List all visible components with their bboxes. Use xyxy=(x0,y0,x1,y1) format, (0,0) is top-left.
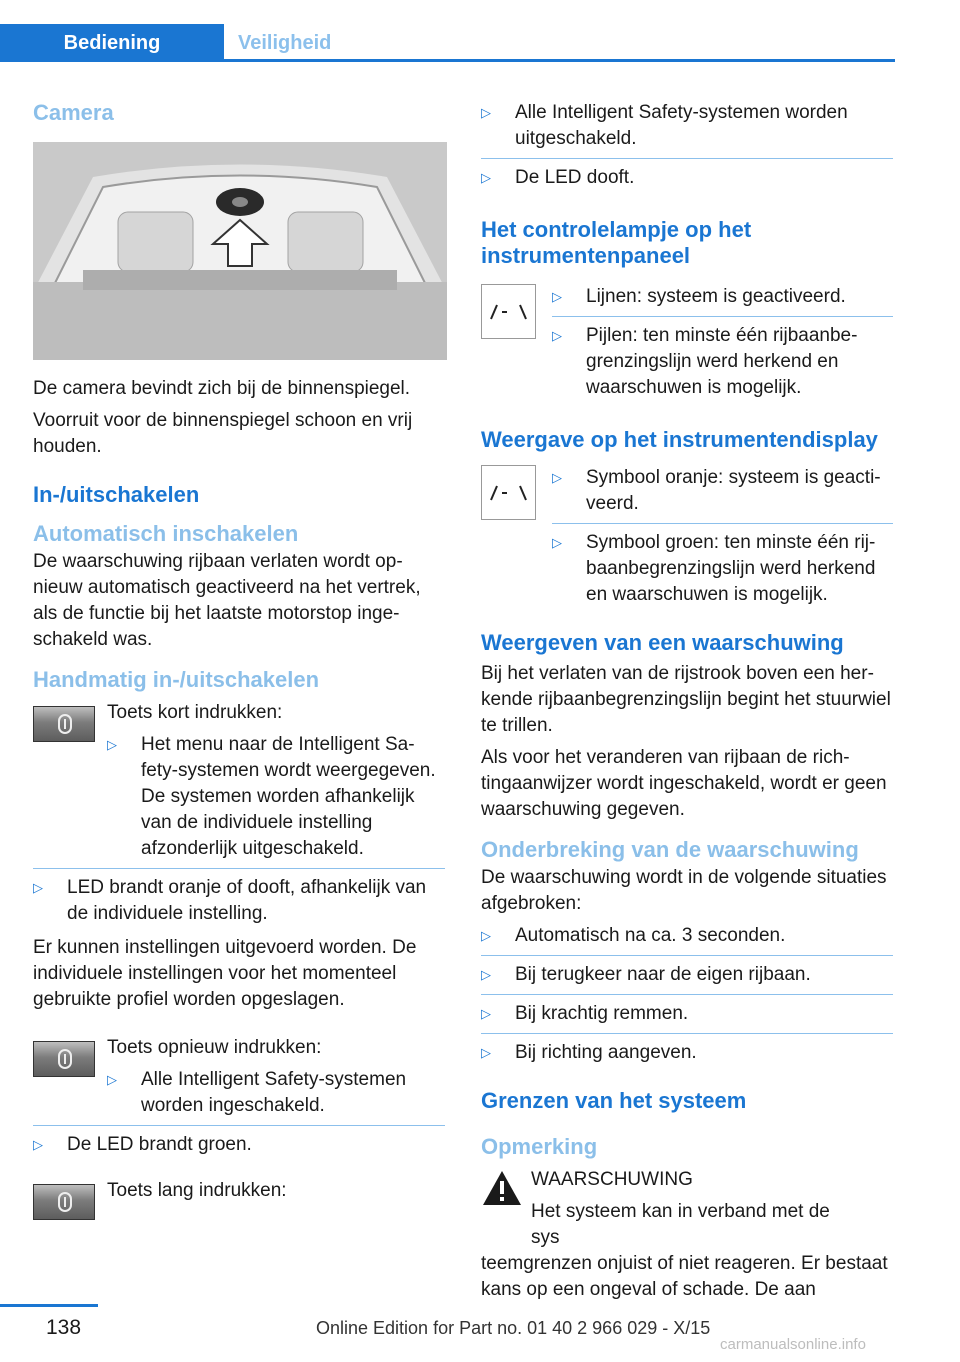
limits-heading: Grenzen van het systeem xyxy=(481,1087,747,1113)
bullet-triangle-icon: ▷ xyxy=(33,1136,43,1152)
warning-label: WAARSCHUWING xyxy=(531,1168,693,1190)
saved-settings-text: Er kunnen instellingen uitgevoerd worden. De individuele instellingen voor het momenteel gebruikte profiel worden opgeslagen. xyxy=(33,936,417,1010)
lane-indicator-icon xyxy=(481,284,536,339)
bullet-triangle-icon: ▷ xyxy=(107,1071,117,1087)
divider xyxy=(33,1125,445,1126)
bullet-triangle-icon: ▷ xyxy=(481,105,491,120)
tab-veiligheid[interactable]: Veiligheid xyxy=(238,31,332,54)
warning-text-2: Als voor het veranderen van rijbaan de richtingaanwijzer wordt ingeschakeld, wordt er geen waarschuwing gegeven. xyxy=(481,746,887,820)
press-long-block xyxy=(33,1178,445,1220)
auto-text: De waarschuwing rijbaan verlaten wordt opnieuw automatisch geactiveerd na het vertrek, als de functie bij het laatste motorstop ingeschakeld was. xyxy=(33,551,421,651)
divider xyxy=(552,523,893,524)
press-short-label: Toets kort indrukken: xyxy=(107,701,283,723)
safety-button-icon xyxy=(58,1192,72,1212)
press-long-label: Toets lang indrukken: xyxy=(107,1179,287,1201)
bullet-triangle-icon: ▷ xyxy=(481,170,491,185)
divider xyxy=(481,955,893,956)
interrupt-text: De waarschuwing wordt in de volgende situaties afgebroken: xyxy=(481,866,887,914)
divider xyxy=(33,868,445,869)
list-item: ▷ Lijnen: systeem is geactiveerd. xyxy=(552,284,893,310)
footer-rule xyxy=(0,1304,98,1307)
camera-photo xyxy=(33,142,447,360)
bullet-triangle-icon: ▷ xyxy=(552,535,562,551)
safety-button-image xyxy=(33,1041,95,1077)
press-again-label: Toets opnieuw indrukken: xyxy=(107,1036,322,1058)
list-item: ▷ LED brandt oranje of dooft, afhankelijk van de individuele instelling. xyxy=(33,875,445,927)
list-item: ▷ Bij krachtig remmen. xyxy=(481,1001,893,1027)
safety-button-image xyxy=(33,706,95,742)
note-heading: Opmerking xyxy=(481,1134,598,1160)
safety-button-icon xyxy=(58,1049,72,1069)
inuit-heading: In-/uitschakelen xyxy=(33,482,200,508)
warning-text-cont: teemgrenzen onjuist of niet reageren. Er bestaat kans op een ongeval of schade. De aan xyxy=(481,1252,888,1300)
right-column xyxy=(481,100,893,1303)
press-again-block xyxy=(33,1035,445,1119)
tab-underline xyxy=(0,59,895,62)
warning-block xyxy=(481,1167,893,1251)
left-column xyxy=(33,100,445,1220)
bullet-triangle-icon: ▷ xyxy=(552,327,562,343)
interrupt-list xyxy=(481,923,893,1066)
display-block xyxy=(481,465,893,608)
list-item: ▷ Alle Intelligent Safety-systemen worden ingeschakeld. xyxy=(107,1067,445,1119)
bullet-triangle-icon: ▷ xyxy=(552,470,562,486)
auto-heading: Automatisch inschakelen xyxy=(33,520,299,546)
press-short-block xyxy=(33,700,445,862)
chapter-tabs xyxy=(0,24,895,62)
display-heading: Weergave op het instrumentendisplay xyxy=(481,426,878,452)
bullet-triangle-icon: ▷ xyxy=(33,879,43,895)
divider xyxy=(552,316,893,317)
bullet-triangle-icon: ▷ xyxy=(107,736,117,752)
divider xyxy=(481,1033,893,1034)
list-item: ▷ Bij richting aangeven. xyxy=(481,1040,893,1066)
watermark: carmanualsonline.info xyxy=(720,1336,866,1353)
list-item: ▷ Symbool oranje: systeem is geactiveerd. xyxy=(552,465,893,517)
list-item: ▷ Alle Intelligent Safety-systemen worden uitgeschakeld. xyxy=(481,100,893,152)
edition-note: Online Edition for Part no. 01 40 2 966 029 - X/15 xyxy=(316,1318,711,1338)
manual-heading: Handmatig in-/uitschakelen xyxy=(33,667,320,693)
interrupt-heading: Onderbreking van de waarschuwing xyxy=(481,836,859,862)
bullet-triangle-icon: ▷ xyxy=(481,1044,491,1060)
divider xyxy=(481,158,893,159)
lamp-heading: Het controlelampje op het instrumentenpaneel xyxy=(481,217,752,269)
windshield-camera-image xyxy=(33,142,447,360)
bullet-triangle-icon: ▷ xyxy=(481,1005,491,1021)
list-item: ▷ Pijlen: ten minste één rijbaanbegrenzingslijn werd herkend en waarschuwen is mogelijk. xyxy=(552,323,893,401)
lamp-block xyxy=(481,284,893,401)
list-item: ▷ De LED brandt groen. xyxy=(33,1132,445,1158)
lane-display-icon xyxy=(481,465,536,520)
warning-heading: Weergeven van een waarschuwing xyxy=(481,630,844,656)
camera-location-text: De camera bevindt zich bij de binnenspiegel. xyxy=(33,378,411,400)
divider xyxy=(481,994,893,995)
bullet-triangle-icon: ▷ xyxy=(481,966,491,982)
list-item: ▷ Het menu naar de Intelligent Safety-systemen wordt weergegeven. De systemen worden afhankelijk van de individuele instelling afzonderlijk uitgeschakeld. xyxy=(107,732,445,862)
warning-text-line1: Het systeem kan in verband met de sys xyxy=(531,1200,830,1248)
list-item: ▷ Automatisch na ca. 3 seconden. xyxy=(481,923,893,949)
camera-clean-text: Voorruit voor de binnenspiegel schoon en vrij houden. xyxy=(33,410,413,458)
safety-button-image xyxy=(33,1184,95,1220)
list-item: ▷ Symbool groen: ten minste één rijbaanbegrenzingslijn werd herkend en waarschuwen is mogelijk. xyxy=(552,530,893,608)
warning-text-1: Bij het verlaten van de rijstrook boven een herkende rijbaanbegrenzingslijn begint het stuurwiel te trillen. xyxy=(481,662,891,736)
list-item: ▷ Bij terugkeer naar de eigen rijbaan. xyxy=(481,962,893,988)
list-item: ▷ De LED dooft. xyxy=(481,165,893,191)
safety-button-icon xyxy=(58,714,72,734)
warning-triangle-icon xyxy=(481,1169,523,1251)
bullet-triangle-icon: ▷ xyxy=(481,927,491,943)
tab-bediening[interactable]: Bediening xyxy=(0,24,224,62)
bullet-triangle-icon: ▷ xyxy=(552,288,562,304)
camera-heading: Camera xyxy=(33,100,114,125)
page-number: 138 xyxy=(46,1316,82,1339)
